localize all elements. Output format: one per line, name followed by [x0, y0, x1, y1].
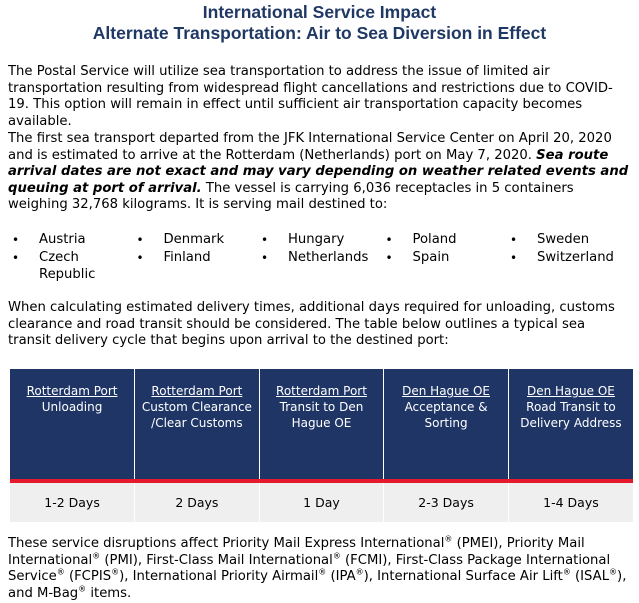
note-text: (IPA [326, 569, 356, 585]
header-location: Den Hague OE [402, 384, 491, 398]
note-text: (PMI), First-Class Mail International [100, 552, 333, 568]
service-disruption-note [0, 536, 639, 602]
country-name: Austria [39, 232, 86, 247]
country-name: Sweden [537, 232, 590, 247]
registered-mark: ® [609, 567, 618, 577]
registered-mark: ® [56, 567, 65, 577]
registered-mark: ® [318, 567, 327, 577]
header-step: Road Transit to Delivery Address [520, 400, 622, 430]
table-header-cell [10, 369, 135, 481]
departure-text-end: The vessel is carrying 6,036 receptacles in 5 containers weighing 32,768 kilograms. It is serving mail destined to: [8, 180, 574, 213]
list-item [510, 231, 635, 249]
note-text: (FCPIS [64, 569, 112, 585]
note-text: (ISAL [570, 569, 610, 585]
departure-paragraph [0, 131, 639, 214]
table-header-cell [259, 369, 384, 481]
country-name: Netherlands [288, 250, 369, 266]
list-item [12, 231, 137, 249]
registered-mark: ® [78, 584, 87, 594]
title-line-2: Alternate Transportation: Air to Sea Diversion in Effect [92, 23, 547, 43]
header-location: Den Hague OE [527, 384, 615, 398]
registered-mark: ® [562, 567, 571, 577]
list-item [137, 231, 262, 249]
registered-mark: ® [92, 551, 101, 561]
country-name: Finland [163, 250, 211, 266]
note-text: ), International Surface Air Lift [363, 569, 563, 585]
arrival-warning: Sea route arrival dates are not exact and may vary depending on weather related events and queuing at port of arrival. [8, 147, 629, 196]
bullet-icon: • [136, 251, 144, 266]
page [0, 2, 639, 601]
bullet-icon: • [12, 251, 20, 266]
delivery-note: When calculating estimated delivery times, additional days required for unloading, customs clearance and road transit should be considered. The table below outlines a typical sea transit delivery cycle that begins upon arrival to the destined port: [8, 300, 615, 349]
header-location: Rotterdam Port [26, 384, 118, 398]
list-item [12, 249, 137, 283]
table-header-cell [384, 369, 509, 481]
country-name: Switzerland [537, 250, 614, 266]
days-cell: 2 Days [135, 481, 260, 522]
bullet-icon: • [136, 233, 144, 247]
header-step: Custom Clearance /Clear Customs [141, 400, 252, 430]
list-item [261, 231, 386, 249]
list-item [386, 231, 511, 249]
header-step: Transit to Den Hague OE [279, 400, 364, 430]
bullet-icon: • [261, 233, 269, 247]
bullet-icon: • [261, 251, 269, 266]
list-item [261, 249, 386, 267]
bullet-icon: • [385, 233, 393, 247]
bullet-icon: • [385, 251, 393, 266]
days-cell: 1-4 Days [508, 481, 633, 522]
bullet-icon: • [12, 233, 20, 247]
country-name: Poland [412, 232, 457, 247]
note-text: ), and M-Bag [8, 569, 627, 601]
registered-mark: ® [444, 534, 453, 544]
title-line-1: International Service Impact [202, 2, 437, 22]
days-cell: 1-2 Days [10, 481, 135, 522]
intro-paragraph: The Postal Service will utilize sea transportation to address the issue of limited air transportation resulting from widespread flight cancellations and restrictions due to COVID-19. This option will remain in effect until sufficient air transportation capacity becomes available. [8, 64, 613, 129]
list-item [137, 249, 262, 267]
bullet-icon: • [510, 251, 518, 266]
departure-text: The first sea transport departed from the JFK International Service Center on April 20, 2020 and is estimated to arrive at the Rotterdam (Netherlands) port on May 7, 2020. [8, 131, 612, 163]
header-location: Rotterdam Port [276, 384, 367, 398]
table-header-cell [508, 369, 633, 481]
note-text: items. [86, 585, 132, 601]
country-name: Spain [412, 250, 450, 266]
list-item [510, 249, 635, 267]
page-title [0, 2, 639, 44]
note-text: ), International Priority Airmail [119, 569, 319, 585]
country-name: Denmark [163, 232, 225, 247]
days-cell: 2-3 Days [384, 481, 509, 522]
header-step: Unloading [41, 400, 103, 414]
bullet-icon: • [510, 233, 518, 247]
table-row [10, 481, 633, 522]
country-list [12, 231, 636, 283]
note-text: (PMEI), Priority Mail International [8, 536, 585, 568]
list-item [386, 249, 511, 267]
table-header-cell [135, 369, 260, 481]
country-name: Hungary [288, 232, 345, 247]
note-text: (FCMI), First-Class Package International Service [8, 552, 611, 585]
table-header-row [10, 369, 633, 481]
registered-mark: ® [332, 551, 341, 561]
registered-mark: ® [355, 567, 364, 577]
header-step: Acceptance & Sorting [404, 400, 488, 430]
delivery-cycle-table [10, 369, 633, 522]
registered-mark: ® [111, 567, 120, 577]
days-cell: 1 Day [259, 481, 384, 522]
header-location: Rotterdam Port [151, 384, 243, 398]
country-name: Czech Republic [39, 250, 96, 283]
note-text: These service disruptions affect Priority Mail Express International [8, 536, 445, 552]
